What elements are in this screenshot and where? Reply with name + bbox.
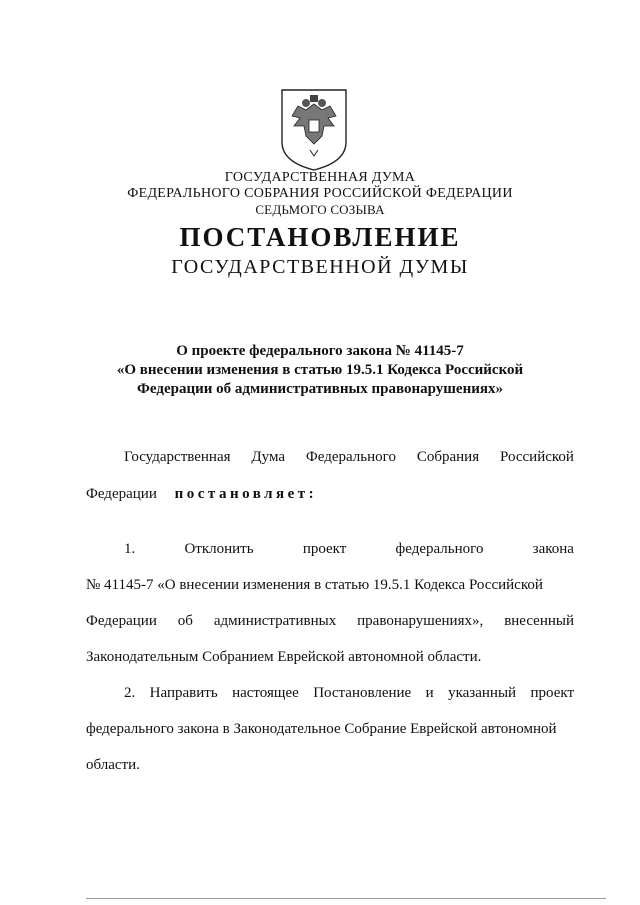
word: Российской [500,449,574,465]
item-1-line-1 [124,541,574,558]
item-2-line-1 [124,685,574,702]
word: проект [302,541,347,557]
header-duma: ГОСУДАРСТВЕННАЯ ДУМА [224,170,416,185]
header-federal-assembly: ФЕДЕРАЛЬНОГО СОБРАНИЯ РОССИЙСКОЙ ФЕДЕРАЦИИ [127,186,513,201]
word: Федерации [86,613,157,629]
word: и [425,685,434,701]
document-type: ПОСТАНОВЛЕНИЕ [179,222,461,252]
word: закона [532,541,574,557]
header-convocation: СЕДЬМОГО СОЗЫВА [255,202,385,217]
subject-line: Федерации об административных правонарушениях» [137,381,503,397]
word: Дума [251,449,286,465]
word: настоящее [232,685,299,701]
decree-word: постановляет: [174,486,318,502]
word: внесенный [504,613,574,629]
word: Федерации [86,486,157,502]
word: Отклонить [184,541,254,557]
word: Направить [149,685,218,701]
document-type-subtitle: ГОСУДАРСТВЕННОЙ ДУМЫ [171,256,469,278]
item-2-line-3: области. [86,757,140,773]
word: Собрания [416,449,480,465]
word: указанный [448,685,517,701]
document-subject [0,342,640,399]
word: проект [530,685,574,701]
footer-rule [86,898,606,899]
preamble-line-1 [124,449,574,466]
subject-line: О проекте федерального закона № 41145-7 [176,343,464,359]
word: Постановление [313,685,412,701]
coat-of-arms-emblem [276,86,352,172]
subject-line: «О внесении изменения в статью 19.5.1 Кодекса Российской [116,362,524,378]
item-1-line-4: Законодательным Собранием Еврейской автономной области. [86,649,482,665]
word: административных [213,613,337,629]
item-1-line-3 [86,613,574,630]
preamble-line-2 [86,486,317,503]
item-2-line-2: федерального закона в Законодательное Собрание Еврейской автономной [86,721,557,737]
word: федерального [395,541,484,557]
word: 2. [124,685,136,701]
word: об [177,613,193,629]
word: Федерального [305,449,396,465]
word: Государственная [124,449,231,465]
word: 1. [124,541,136,557]
item-1-line-2: № 41145-7 «О внесении изменения в статью 19.5.1 Кодекса Российской [86,577,543,593]
word: правонарушениях», [357,613,484,629]
